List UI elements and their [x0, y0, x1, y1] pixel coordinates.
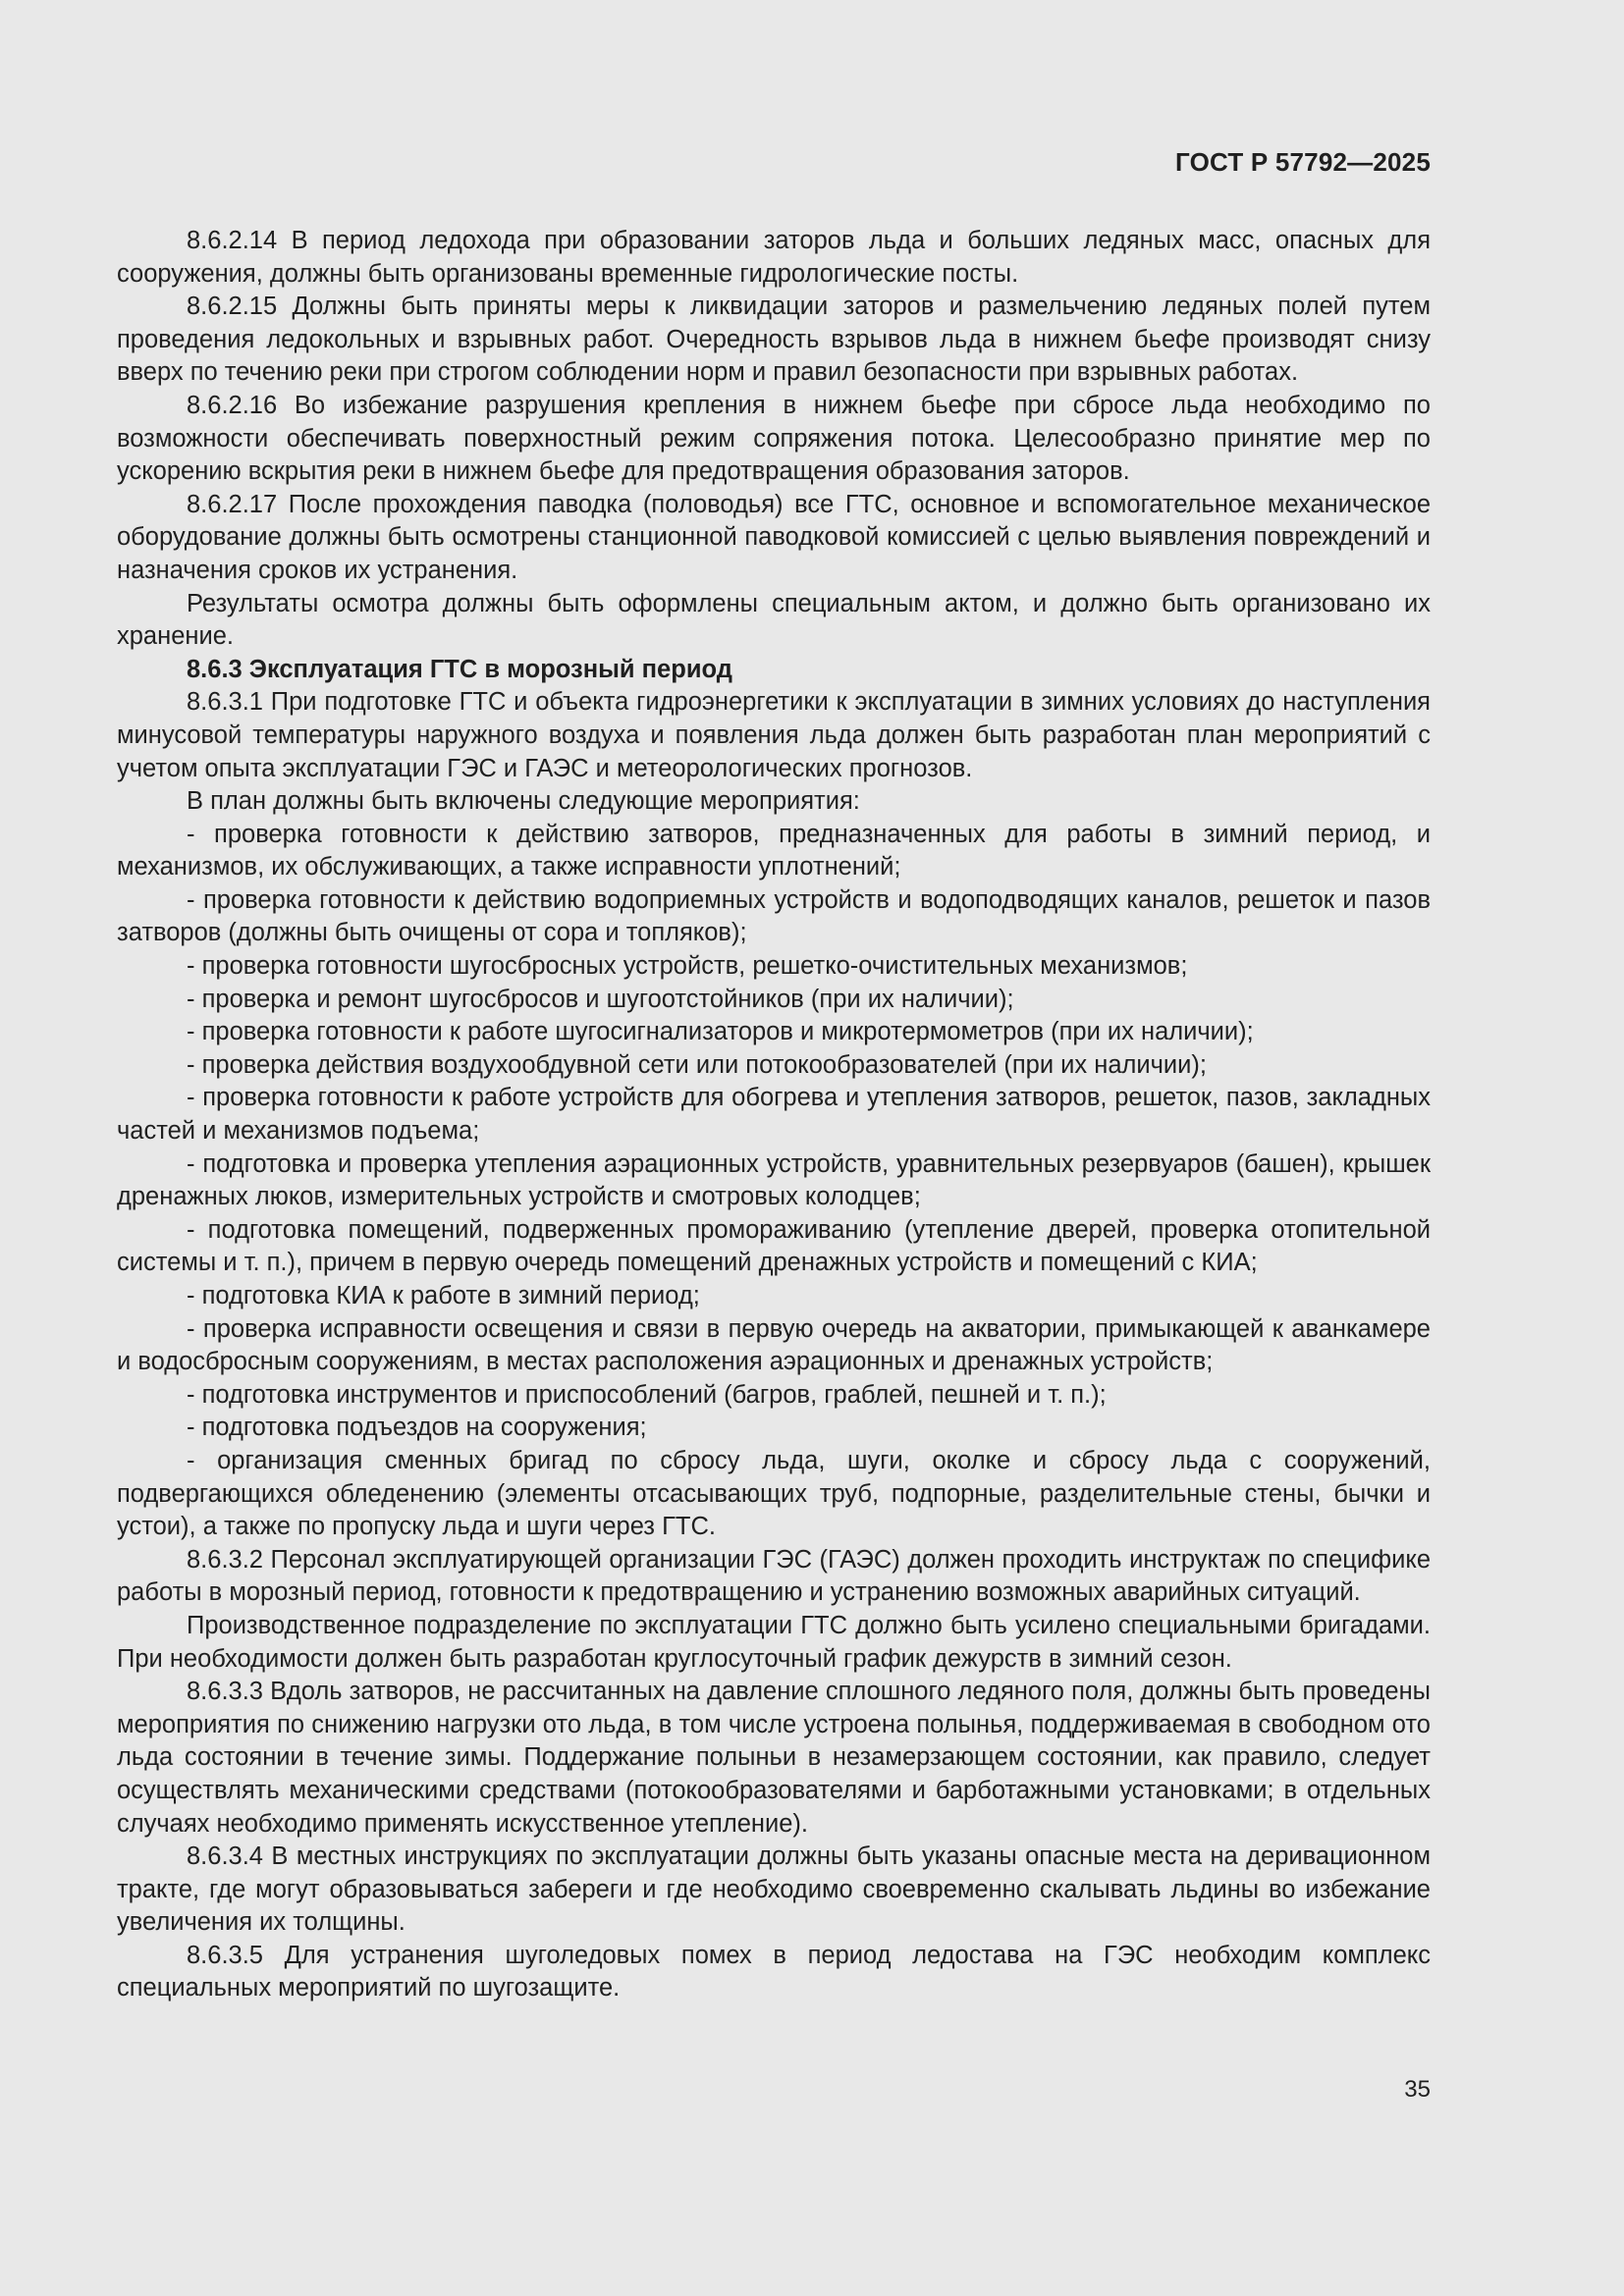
- paragraph-8-6-3-5: 8.6.3.5 Для устранения шуголедовых помех в период ледостава на ГЭС необходим комплекс специальных мероприятий по шугозащите.: [117, 1941, 1431, 2002]
- paragraph-8-6-3-2: 8.6.3.2 Персонал эксплуатирующей организации ГЭС (ГАЭС) должен проходить инструктаж по специфике работы в морозный период, готовности к предотвращению и устранению возможных аварийных ситуаций.: [117, 1545, 1431, 1607]
- list-item: - проверка и ремонт шугосбросов и шугоотстойников (при их наличии);: [187, 985, 1014, 1013]
- paragraph: Производственное подразделение по эксплуатации ГТС должно быть усилено специальными бригадами. При необходимости должен быть разработан круглосуточный график дежурств в зимний сезон.: [117, 1611, 1431, 1673]
- list-item: - организация сменных бригад по сбросу льда, шуги, околке и сбросу льда с сооружений, подвергающихся обледенению (элементы отсасывающих труб, подпорные, разделительные стены, бычки и устои), а также по пропуску льда и шуги через ГТС.: [117, 1446, 1431, 1541]
- page-number: 35: [1404, 2076, 1431, 2103]
- paragraph-8-6-2-16: 8.6.2.16 Во избежание разрушения крепления в нижнем бьефе при сбросе льда необходимо по возможности обеспечивать поверхностный режим сопряжения потока. Целесообразно принятие мер по ускорению вскрытия реки в нижнем бьефе для предотвращения образования заторов.: [117, 391, 1431, 486]
- list-item: - проверка готовности к работе устройств для обогрева и утепления затворов, решеток, пазов, закладных частей и механизмов подъема;: [117, 1084, 1431, 1146]
- paragraph-8-6-2-17: 8.6.2.17 После прохождения паводка (половодья) все ГТС, основное и вспомогательное механическое оборудование должны быть осмотрены станционной паводковой комиссией с целью выявления повреждений и назначения сроков их устранения.: [117, 490, 1431, 584]
- list-item: - проверка готовности шугосбросных устройств, решетко-очистительных механизмов;: [187, 952, 1188, 981]
- paragraph: В план должны быть включены следующие мероприятия:: [187, 787, 860, 816]
- list-item: - проверка действия воздухообдувной сети или потокообразователей (при их наличии);: [187, 1050, 1208, 1079]
- list-item: - подготовка помещений, подверженных промораживанию (утепление дверей, проверка отопительной системы и т. п.), причем в первую очередь помещений дренажных устройств и помещений с КИА;: [117, 1215, 1431, 1277]
- list-item: - проверка готовности к действию затворов, предназначенных для работы в зимний период, и механизмов, их обслуживающих, а также исправности уплотнений;: [117, 820, 1431, 881]
- list-item: - подготовка КИА к работе в зимний период;: [187, 1282, 700, 1309]
- list-item: - проверка готовности к действию водоприемных устройств и водоподводящих каналов, решеток и пазов затворов (должны быть очищены от сора и топляков);: [117, 885, 1431, 947]
- paragraph-8-6-3-4: 8.6.3.4 В местных инструкциях по эксплуатации должны быть указаны опасные места на деривационном тракте, где могут образовываться забереги и где необходимо своевременно скалывать льдины во избежание увеличения их толщины.: [117, 1842, 1431, 1937]
- list-item: - проверка готовности к работе шугосигнализаторов и микротермометров (при их наличии);: [187, 1018, 1254, 1046]
- list-item: - подготовка подъездов на сооружения;: [187, 1414, 647, 1442]
- document-code-header: ГОСТ Р 57792—2025: [1175, 147, 1431, 177]
- list-item: - подготовка и проверка утепления аэрационных устройств, уравнительных резервуаров (башен), крышек дренажных люков, измерительных устройств и смотровых колодцев;: [117, 1149, 1431, 1211]
- document-body: [117, 225, 1431, 2005]
- paragraph-8-6-3-3: 8.6.3.3 Вдоль затворов, не рассчитанных на давление сплошного ледяного поля, должны быть проведены мероприятия по снижению нагрузки ото льда, в том числе устроена полынья, поддерживаемая в свободном ото льда состоянии в течение зимы. Поддержание полыньи в незамерзающем состоянии, как правило, следует осуществлять механическими средствами (потокообразователями и барботажными установками; в отдельных случаях необходимо применять искусственное утепление).: [117, 1678, 1431, 1838]
- paragraph-8-6-2-14: 8.6.2.14 В период ледохода при образовании заторов льда и больших ледяных масс, опасных для сооружения, должны быть организованы временные гидрологические посты.: [117, 227, 1431, 288]
- section-heading-8-6-3: 8.6.3 Эксплуатация ГТС в морозный период: [187, 655, 732, 683]
- paragraph: Результаты осмотра должны быть оформлены специальным актом, и должно быть организовано их хранение.: [117, 589, 1431, 651]
- list-item: - подготовка инструментов и приспособлений (багров, граблей, пешней и т. п.);: [187, 1380, 1107, 1409]
- list-item: - проверка исправности освещения и связи в первую очередь на акватории, примыкающей к аванкамере и водосбросным сооружениям, в местах расположения аэрационных и дренажных устройств;: [117, 1314, 1431, 1376]
- paragraph-8-6-2-15: 8.6.2.15 Должны быть приняты меры к ликвидации заторов и размельчению ледяных полей путем проведения ледокольных и взрывных работ. Очередность взрывов льда в нижнем бьефе производят снизу вверх по течению реки при строгом соблюдении норм и правил безопасности при взрывных работах.: [117, 293, 1431, 387]
- paragraph-8-6-3-1: 8.6.3.1 При подготовке ГТС и объекта гидроэнергетики к эксплуатации в зимних условиях до наступления минусовой температуры наружного воздуха и появления льда должен быть разработан план мероприятий с учетом опыта эксплуатации ГЭС и ГАЭС и метеорологических прогнозов.: [117, 688, 1431, 782]
